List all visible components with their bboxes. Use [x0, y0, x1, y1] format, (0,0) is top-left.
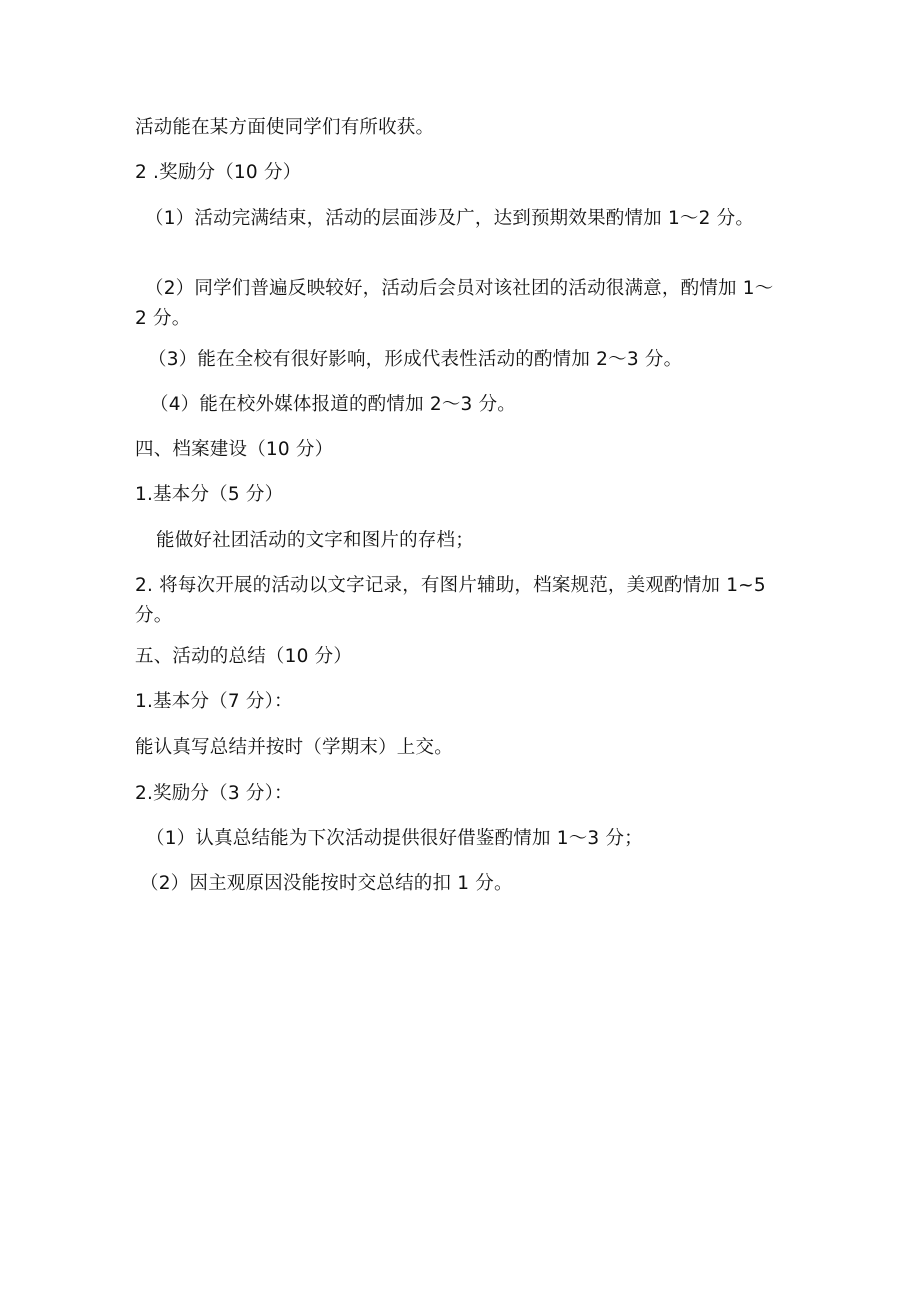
paragraph-line: 2. 将每次开展的活动以文字记录，有图片辅助，档案规范，美观酌情加 1~5 分。 [135, 575, 766, 626]
paragraph-line: 能认真写总结并按时（学期末）上交。 [135, 737, 453, 758]
paragraph-line: （3）能在全校有很好影响，形成代表性活动的酌情加 2～3 分。 [148, 349, 683, 370]
subsection-heading: 2.奖励分（3 分）： [135, 783, 293, 804]
paragraph-line: 能做好社团活动的文字和图片的存档； [156, 530, 474, 551]
paragraph-line: （1）认真总结能为下次活动提供很好借鉴酌情加 1～3 分； [146, 828, 643, 849]
paragraph-line: （1）活动完满结束，活动的层面涉及广，达到预期效果酌情加 1～2 分。 [145, 208, 755, 229]
section-heading: 2 .奖励分（10 分） [135, 162, 302, 183]
section-heading: 四、档案建设（10 分） [135, 439, 334, 460]
paragraph-line: 活动能在某方面使同学们有所收获。 [135, 117, 435, 138]
paragraph-line: （2）同学们普遍反映较好，活动后会员对该社团的活动很满意，酌情加 1～2 分。 [135, 278, 774, 329]
paragraph-line: （4）能在校外媒体报道的酌情加 2～3 分。 [150, 394, 516, 415]
subsection-heading: 1.基本分（5 分） [135, 484, 284, 505]
section-heading: 五、活动的总结（10 分） [135, 646, 353, 667]
paragraph-line: （2）因主观原因没能按时交总结的扣 1 分。 [140, 873, 513, 894]
subsection-heading: 1.基本分（7 分）： [135, 691, 293, 712]
